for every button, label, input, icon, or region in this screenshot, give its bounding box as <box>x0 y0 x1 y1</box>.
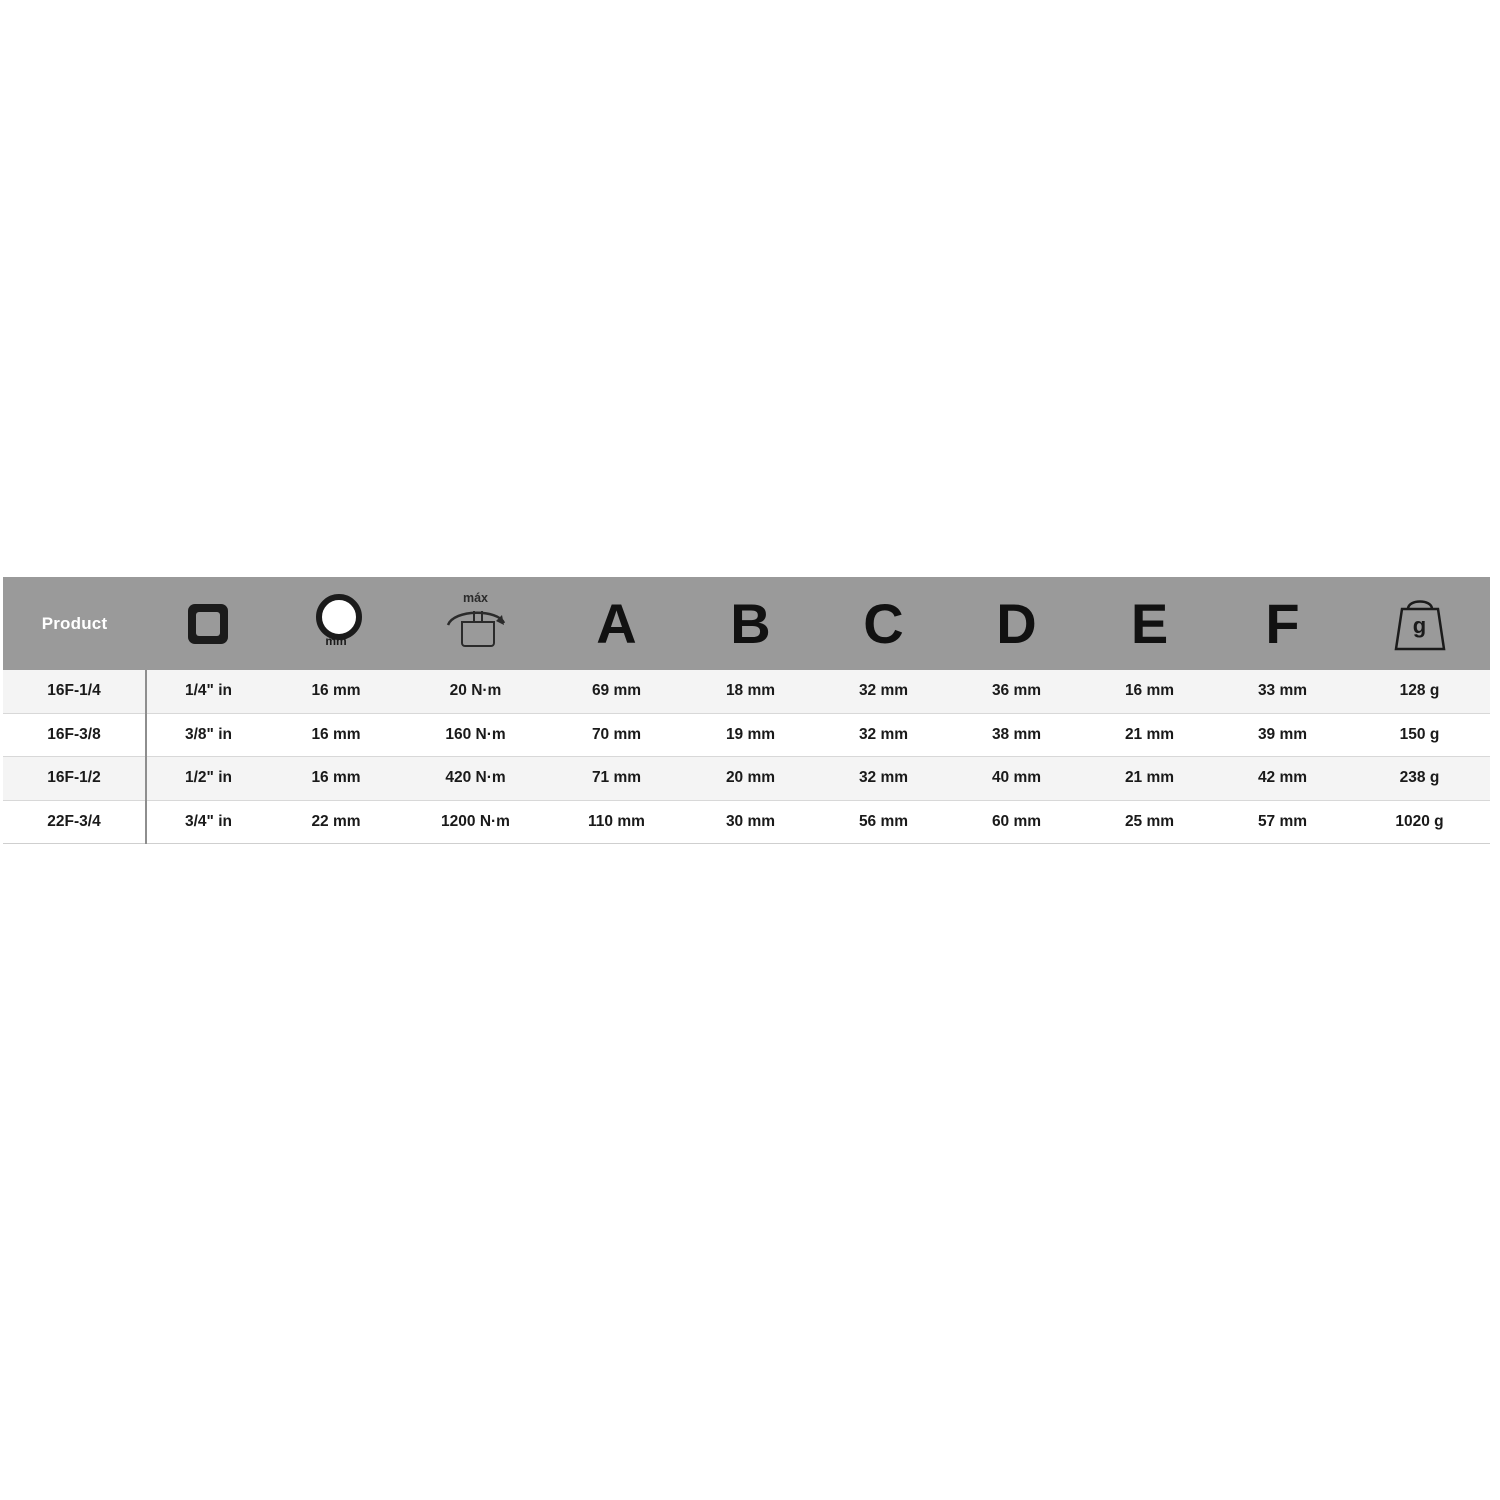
cell-d: 60 mm <box>950 800 1083 844</box>
cell-a: 71 mm <box>549 757 684 801</box>
cell-f: 57 mm <box>1216 800 1349 844</box>
header-dimension-f: F <box>1216 577 1349 670</box>
cell-b: 18 mm <box>684 670 817 713</box>
header-dimension-b: B <box>684 577 817 670</box>
torque-max-label: máx <box>462 590 489 605</box>
header-dimension-a: A <box>549 577 684 670</box>
cell-e: 16 mm <box>1083 670 1216 713</box>
cell-d: 40 mm <box>950 757 1083 801</box>
weight-unit-label: g <box>1412 612 1427 638</box>
weight-bag-icon <box>1390 593 1450 655</box>
cell-torque: 20 N·m <box>402 670 549 713</box>
cell-drive: 3/4" in <box>146 800 270 844</box>
cell-f: 33 mm <box>1216 670 1349 713</box>
cell-torque: 420 N·m <box>402 757 549 801</box>
cell-d: 36 mm <box>950 670 1083 713</box>
header-diameter <box>270 577 402 670</box>
square-drive-icon <box>181 602 235 646</box>
cell-a: 70 mm <box>549 713 684 757</box>
cell-torque: 160 N·m <box>402 713 549 757</box>
circle-diameter-icon <box>307 594 365 654</box>
cell-product: 16F-3/8 <box>3 713 146 757</box>
cell-drive: 1/4" in <box>146 670 270 713</box>
cell-drive: 3/8" in <box>146 713 270 757</box>
table-header-row <box>3 577 1490 670</box>
cell-f: 42 mm <box>1216 757 1349 801</box>
table-row <box>3 670 1490 713</box>
header-weight <box>1349 577 1490 670</box>
specification-table <box>3 577 1490 844</box>
cell-diameter: 22 mm <box>270 800 402 844</box>
header-product: Product <box>3 577 146 670</box>
cell-e: 21 mm <box>1083 713 1216 757</box>
cell-b: 20 mm <box>684 757 817 801</box>
cell-torque: 1200 N·m <box>402 800 549 844</box>
header-dimension-c: C <box>817 577 950 670</box>
header-drive-size <box>146 577 270 670</box>
table-body <box>3 670 1490 844</box>
cell-a: 69 mm <box>549 670 684 713</box>
max-torque-icon <box>436 591 516 657</box>
header-dimension-e: E <box>1083 577 1216 670</box>
cell-weight: 1020 g <box>1349 800 1490 844</box>
cell-f: 39 mm <box>1216 713 1349 757</box>
cell-e: 21 mm <box>1083 757 1216 801</box>
cell-c: 32 mm <box>817 670 950 713</box>
cell-b: 19 mm <box>684 713 817 757</box>
cell-diameter: 16 mm <box>270 670 402 713</box>
cell-c: 32 mm <box>817 757 950 801</box>
cell-c: 56 mm <box>817 800 950 844</box>
cell-e: 25 mm <box>1083 800 1216 844</box>
cell-product: 22F-3/4 <box>3 800 146 844</box>
cell-weight: 128 g <box>1349 670 1490 713</box>
cell-weight: 150 g <box>1349 713 1490 757</box>
table-row <box>3 757 1490 801</box>
table-row <box>3 800 1490 844</box>
cell-weight: 238 g <box>1349 757 1490 801</box>
specification-table-container <box>3 577 1490 844</box>
header-max-torque <box>402 577 549 670</box>
header-dimension-d: D <box>950 577 1083 670</box>
cell-drive: 1/2" in <box>146 757 270 801</box>
cell-b: 30 mm <box>684 800 817 844</box>
cell-product: 16F-1/4 <box>3 670 146 713</box>
table-row <box>3 713 1490 757</box>
cell-d: 38 mm <box>950 713 1083 757</box>
cell-diameter: 16 mm <box>270 757 402 801</box>
cell-diameter: 16 mm <box>270 713 402 757</box>
cell-c: 32 mm <box>817 713 950 757</box>
cell-product: 16F-1/2 <box>3 757 146 801</box>
cell-a: 110 mm <box>549 800 684 844</box>
diameter-unit-label: mm <box>325 633 347 648</box>
